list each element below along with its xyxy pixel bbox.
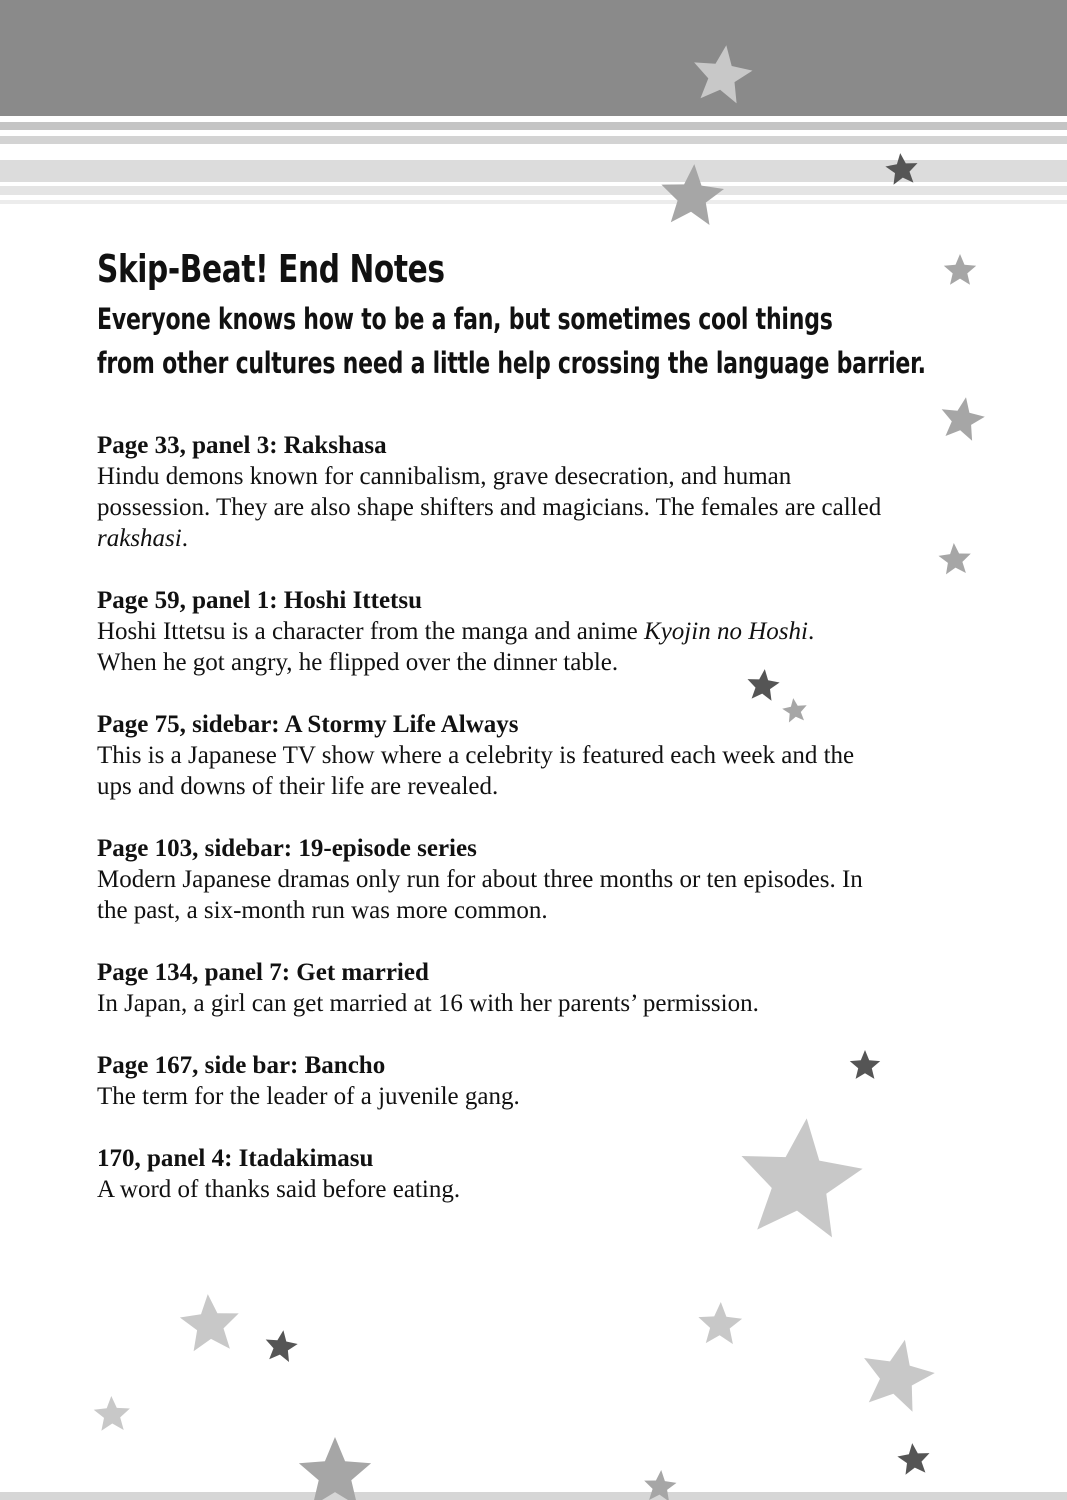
star-icon: [94, 1396, 130, 1431]
note-body: [97, 1081, 977, 1112]
note-item: [97, 833, 977, 926]
note-item: [97, 709, 977, 802]
page-subtitle-line-1: Everyone knows how to be a fan, but sometimes cool things: [97, 302, 833, 336]
note-body-line: In Japan, a girl can get married at 16 with her parents’ permission.: [97, 990, 759, 1017]
note-heading: Page 167, side bar: Bancho: [97, 1052, 386, 1079]
note-body: [97, 461, 977, 554]
note-body-line: possession. They are also shape shifters and magicians. The females are called: [97, 494, 882, 521]
star-icon: [299, 1437, 371, 1500]
note-punctuation: .: [807, 618, 815, 645]
note-heading: Page 134, panel 7: Get married: [97, 959, 429, 986]
note-body: [97, 616, 977, 678]
note-heading: Page 59, panel 1: Hoshi Ittetsu: [97, 587, 422, 614]
note-heading: 170, panel 4: Itadakimasu: [97, 1145, 374, 1172]
note-body-line: the past, a six-month run was more common.: [97, 897, 548, 924]
note-body-line: A word of thanks said before eating.: [97, 1176, 461, 1203]
header-stripe: [0, 122, 1067, 130]
note-body-line: [97, 616, 977, 647]
note-item: [97, 957, 977, 1019]
note-heading: Page 33, panel 3: Rakshasa: [97, 432, 387, 459]
star-icon: [266, 1330, 298, 1362]
header-stripe: [0, 186, 1067, 195]
note-body-line: The term for the leader of a juvenile gang.: [97, 1083, 520, 1110]
note-body-text: Hoshi Ittetsu is a character from the manga and anime: [97, 618, 645, 645]
page-title: Skip-Beat! End Notes: [97, 247, 445, 291]
note-item: [97, 585, 977, 678]
star-icon: [698, 1302, 742, 1344]
header-stripe: [0, 200, 1067, 204]
note-italic-term: rakshasi: [97, 525, 182, 552]
note-item: [97, 1143, 977, 1205]
note-item: [97, 430, 977, 554]
header-stripe: [0, 136, 1067, 144]
note-body-line: When he got angry, he flipped over the dinner table.: [97, 649, 619, 676]
note-body-line: Hindu demons known for cannibalism, grave desecration, and human: [97, 463, 792, 490]
note-body: [97, 864, 977, 926]
note-item: [97, 1050, 977, 1112]
header-stripe: [0, 160, 1067, 182]
note-italic-term: Kyojin no Hoshi: [644, 618, 808, 645]
note-body: [97, 988, 977, 1019]
note-body-line: ups and downs of their life are revealed.: [97, 773, 499, 800]
footer-stripe: [0, 1492, 1067, 1500]
note-punctuation: .: [181, 525, 188, 552]
note-heading: Page 75, sidebar: A Stormy Life Always: [97, 711, 519, 738]
note-body-line: Modern Japanese dramas only run for about three months or ten episodes. In: [97, 866, 863, 893]
star-icon: [897, 1443, 929, 1475]
note-heading: Page 103, sidebar: 19-episode series: [97, 835, 477, 862]
end-notes-list: [97, 430, 977, 1236]
note-body: [97, 1174, 977, 1205]
note-body: [97, 740, 977, 802]
page-subtitle-line-2: from other cultures need a little help crossing the language barrier.: [97, 346, 926, 380]
note-body-line: [97, 523, 977, 554]
title-block: [97, 244, 977, 386]
star-icon: [180, 1294, 239, 1351]
star-icon: [864, 1340, 935, 1412]
note-body-line: This is a Japanese TV show where a celebrity is featured each week and the: [97, 742, 855, 769]
header-band: [0, 0, 1067, 116]
